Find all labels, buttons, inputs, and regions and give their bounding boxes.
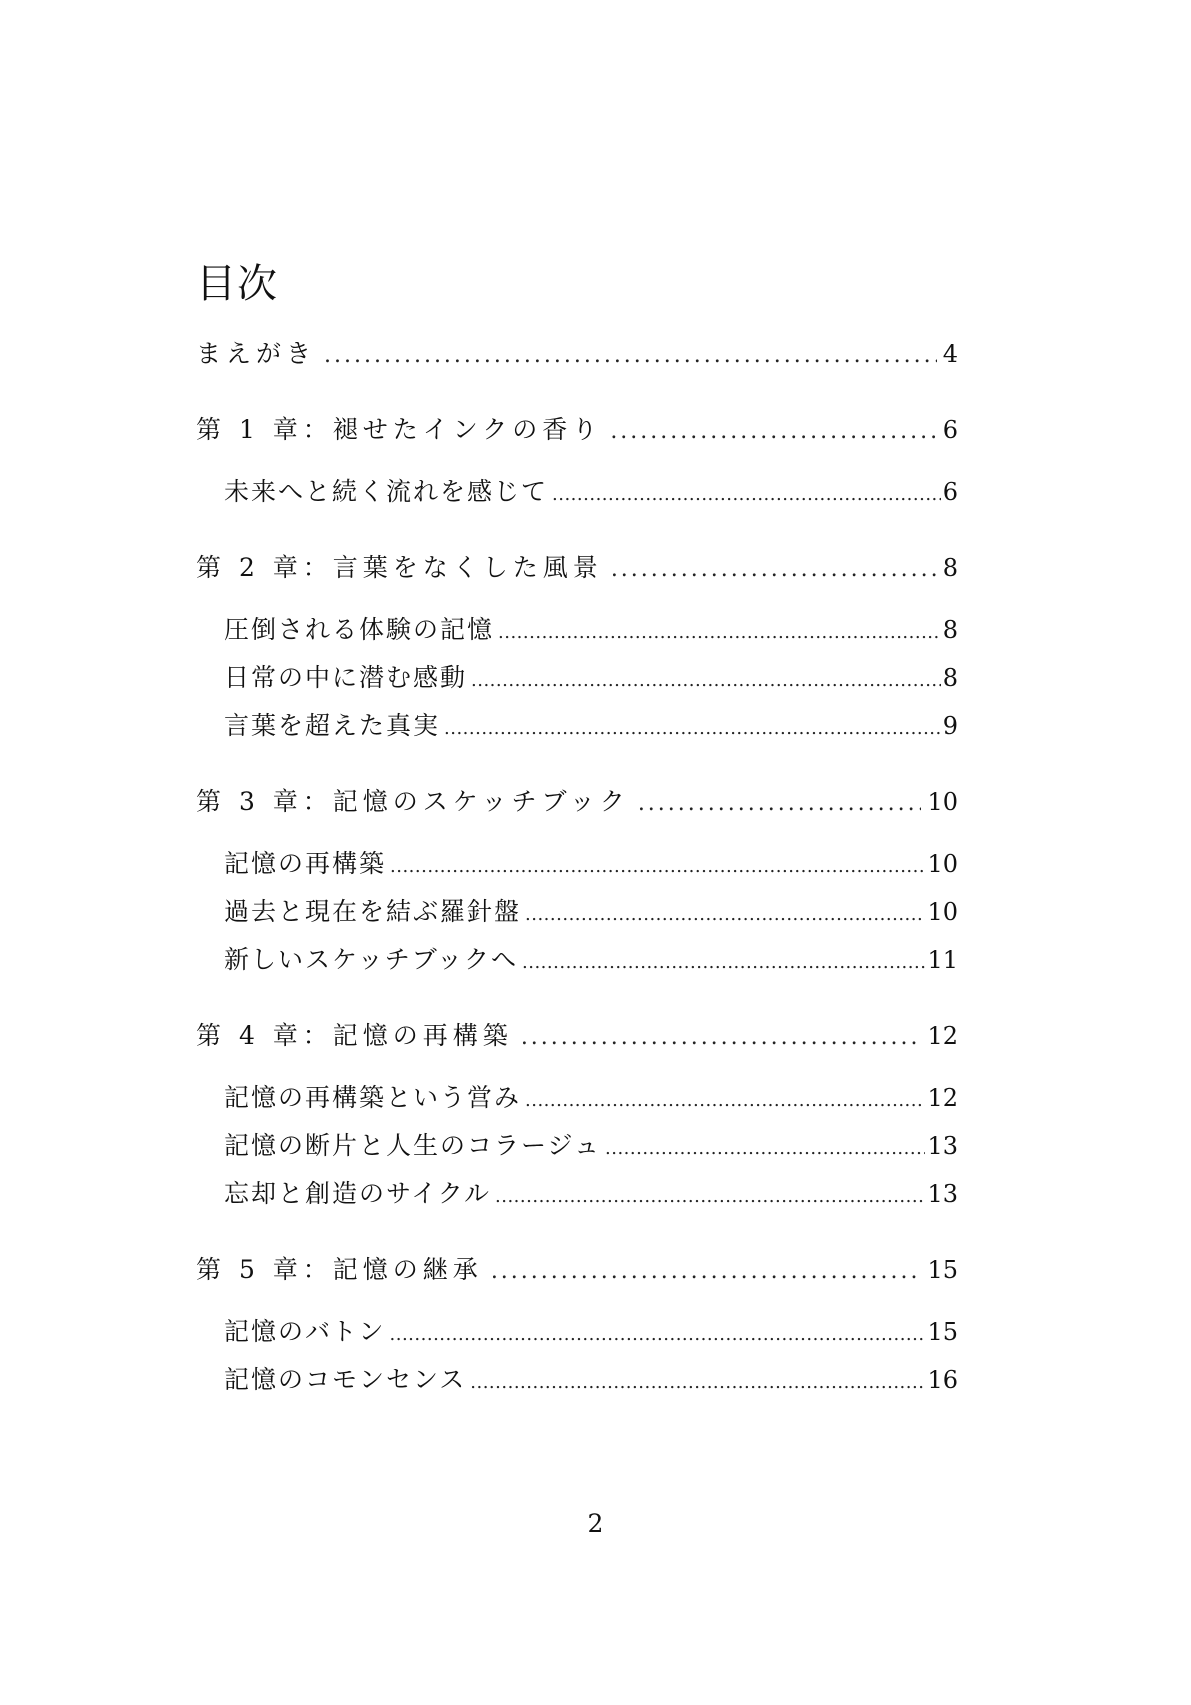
toc-entry-label: 第 5 章：記憶の継承 [196, 1255, 483, 1284]
toc-entry-page-number: 12 [927, 1022, 958, 1050]
toc-title: 目次 [196, 261, 278, 307]
toc-entry[interactable] [196, 784, 958, 820]
toc-entry-page-number: 6 [942, 478, 958, 506]
toc-entry-page-number: 15 [927, 1318, 958, 1346]
toc-entry-label: 過去と現在を結ぶ羅針盤 [224, 897, 522, 926]
toc-entry-page-number: 8 [942, 664, 958, 692]
toc-entry[interactable] [224, 894, 958, 930]
dot-leader [611, 552, 937, 588]
toc-entry-label: 記憶の再構築という営み [224, 1083, 522, 1112]
toc-entry[interactable] [224, 1128, 958, 1164]
toc-entry-label: 新しいスケッチブックへ [224, 945, 519, 974]
toc-entry-page-number: 9 [942, 712, 958, 740]
toc-entry-page-number: 8 [942, 616, 958, 644]
toc-entry-label: 記憶の再構築 [224, 849, 387, 878]
toc-entry-page-number: 11 [927, 946, 958, 974]
toc-entry-label: 記憶のコモンセンス [224, 1365, 467, 1394]
dot-leader [605, 1131, 925, 1167]
toc-entry-label: 圧倒される体験の記憶 [224, 615, 495, 644]
toc-entry-label: 第 3 章：記憶のスケッチブック [196, 787, 630, 816]
toc-entry-page-number: 8 [942, 554, 958, 582]
toc-entry[interactable] [196, 336, 958, 372]
dot-leader [471, 663, 941, 699]
toc-entry[interactable] [224, 612, 958, 648]
toc-entry-label: 記憶のバトン [224, 1317, 386, 1346]
toc-entry[interactable] [224, 1080, 958, 1116]
toc-entry-page-number: 12 [927, 1084, 958, 1112]
toc-entry[interactable] [224, 1176, 958, 1212]
toc-entry-page-number: 13 [927, 1132, 958, 1160]
dot-leader [470, 1365, 925, 1401]
toc-entry[interactable] [224, 846, 958, 882]
toc-entry-label: 第 4 章：記憶の再構築 [196, 1021, 513, 1050]
toc-entry-page-number: 4 [942, 340, 958, 368]
dot-leader [444, 711, 941, 747]
toc-entry[interactable] [224, 942, 958, 978]
toc-list [196, 0, 958, 1705]
toc-entry-page-number: 10 [927, 898, 958, 926]
toc-entry-label: まえがき [196, 339, 317, 368]
toc-entry-page-number: 15 [927, 1256, 958, 1284]
toc-entry-label: 言葉を超えた真実 [224, 711, 441, 740]
toc-entry-label: 第 2 章：言葉をなくした風景 [196, 553, 603, 582]
dot-leader [390, 1317, 926, 1353]
dot-leader [390, 849, 925, 885]
toc-entry[interactable] [196, 550, 958, 586]
toc-entry[interactable] [196, 1252, 958, 1288]
toc-entry-page-number: 6 [942, 416, 958, 444]
dot-leader [324, 338, 937, 374]
toc-entry[interactable] [224, 1314, 958, 1350]
toc-entry[interactable] [196, 1018, 958, 1054]
dot-leader [525, 897, 925, 933]
dot-leader [521, 1020, 922, 1056]
toc-entry[interactable] [224, 660, 958, 696]
toc-entry-label: 未来へと続く流れを感じて [224, 477, 549, 506]
dot-leader [491, 1254, 922, 1290]
toc-entry-page-number: 16 [927, 1366, 958, 1394]
toc-entry[interactable] [196, 412, 958, 448]
toc-entry-page-number: 13 [927, 1180, 958, 1208]
dot-leader [522, 945, 925, 981]
dot-leader [498, 615, 941, 651]
toc-entry-label: 忘却と創造のサイクル [224, 1179, 492, 1208]
dot-leader [495, 1179, 925, 1215]
toc-entry[interactable] [224, 1362, 958, 1398]
dot-leader [525, 1083, 925, 1119]
toc-entry-label: 記憶の断片と人生のコラージュ [224, 1131, 602, 1160]
dot-leader [552, 477, 941, 513]
toc-entry-label: 日常の中に潜む感動 [224, 663, 468, 692]
toc-entry[interactable] [224, 474, 958, 510]
dot-leader [638, 786, 922, 822]
page-number-footer: 2 [587, 1509, 604, 1538]
dot-leader [610, 414, 936, 450]
toc-entry-page-number: 10 [927, 788, 958, 816]
toc-entry-page-number: 10 [927, 850, 958, 878]
toc-entry[interactable] [224, 708, 958, 744]
toc-entry-label: 第 1 章：褪せたインクの香り [196, 415, 603, 444]
